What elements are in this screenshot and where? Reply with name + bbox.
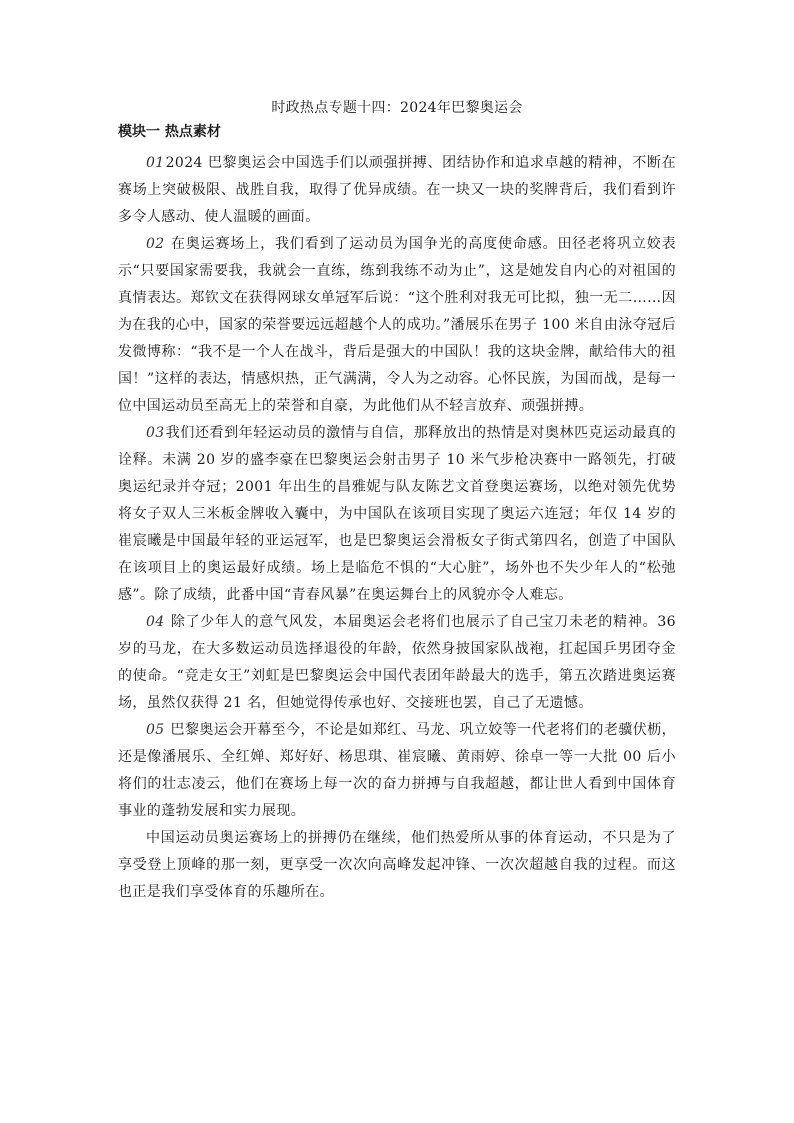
paragraph-number: 05 — [146, 722, 165, 738]
paragraph-conclusion — [118, 825, 676, 906]
paragraph-01 — [118, 150, 676, 231]
paragraph-05 — [118, 717, 676, 825]
paragraph-03 — [118, 420, 676, 609]
module-heading: 模块一 热点素材 — [118, 124, 221, 140]
paragraph-number: 04 — [146, 614, 165, 630]
paragraph-04 — [118, 609, 676, 717]
document-title: 时政热点专题十四：2024年巴黎奥运会 — [271, 100, 523, 116]
paragraph-text: 巴黎奥运会开幕至今，不论是如郑红、马龙、巩立姣等一代老将们的老骥伏枥，还是像潘展乐、全红婵、郑好好、杨思琪、崔宸曦、黄雨婷、徐卓一等一大批 00 后小将们的壮志凌云，他们在赛场上每一次的奋力拼搏与自我超越，都让世人看到中国体育事业的蓬勃发展和实力展现。 — [118, 722, 676, 819]
paragraph-02 — [118, 231, 676, 420]
paragraph-text: 除了少年人的意气风发，本届奥运会老将们也展示了自己宝刀未老的精神。36 岁的马龙，在大多数运动员选择退役的年龄，依然身披国家队战袍，扛起国乒男团夺金的使命。“竞走女王”刘虹是巴黎奥运会中国代表团年龄最大的选手，第五次踏进奥运赛场，虽然仅获得 21 名，但她觉得传承也好、交接班也罢，自己了无遗憾。 — [118, 614, 676, 711]
paragraph-text: 在奥运赛场上，我们看到了运动员为国争光的高度使命感。田径老将巩立姣表示“只要国家需要我，我就会一直练，练到我练不动为止”，这是她发自内心的对祖国的真情表达。郑钦文在获得网球女单冠军后说：“这个胜利对我无可比拟，独一无二……因为在我的心中，国家的荣誉要远远超越个人的成功。”潘展乐在男子 100 米自由泳夺冠后发微博称：“我不是一个人在战斗，背后是强大的中国队！我的这块金牌，献给伟大的祖国！”这样的表达，情感炽热，正气满满，令人为之动容。心怀民族，为国而战，是每一位中国运动员至高无上的荣誉和自豪，为此他们从不轻言放弃、顽强拼搏。 — [118, 236, 676, 414]
paragraph-text: 2024 巴黎奥运会中国选手们以顽强拼搏、团结协作和追求卓越的精神，不断在赛场上突破极限、战胜自我，取得了优异成绩。在一块又一块的奖牌背后，我们看到许多令人感动、使人温暖的画面。 — [118, 155, 676, 225]
paragraph-number: 02 — [146, 236, 165, 252]
paragraph-number: 01 — [146, 155, 165, 171]
document-body — [118, 150, 676, 906]
paragraph-number: 03 — [146, 425, 165, 441]
paragraph-text: 中国运动员奥运赛场上的拼搏仍在继续，他们热爱所从事的体育运动，不只是为了享受登上顶峰的那一刻，更享受一次次向高峰发起冲锋、一次次超越自我的过程。而这也正是我们享受体育的乐趣所在。 — [118, 830, 676, 900]
paragraph-text: 我们还看到年轻运动员的激情与自信，那释放出的热情是对奥林匹克运动最真的诠释。未满 20 岁的盛李豪在巴黎奥运会射击男子 10 米气步枪决赛中一路领先，打破奥运纪录并夺冠；2001 年出生的昌雅妮与队友陈艺文首登奥运赛场，以绝对领先优势将女子双人三米板金牌收入囊中，为中国队在该项目实现了奥运六连冠；年仅 14 岁的崔宸曦是中国最年轻的亚运冠军，也是巴黎奥运会滑板女子街式第四名，创造了中国队在该项目上的奥运最好成绩。场上是临危不惧的“大心脏”，场外也不失少年人的“松弛感”。除了成绩，此番中国“青春风暴”在奥运舞台上的风貌亦令人难忘。 — [118, 425, 676, 603]
